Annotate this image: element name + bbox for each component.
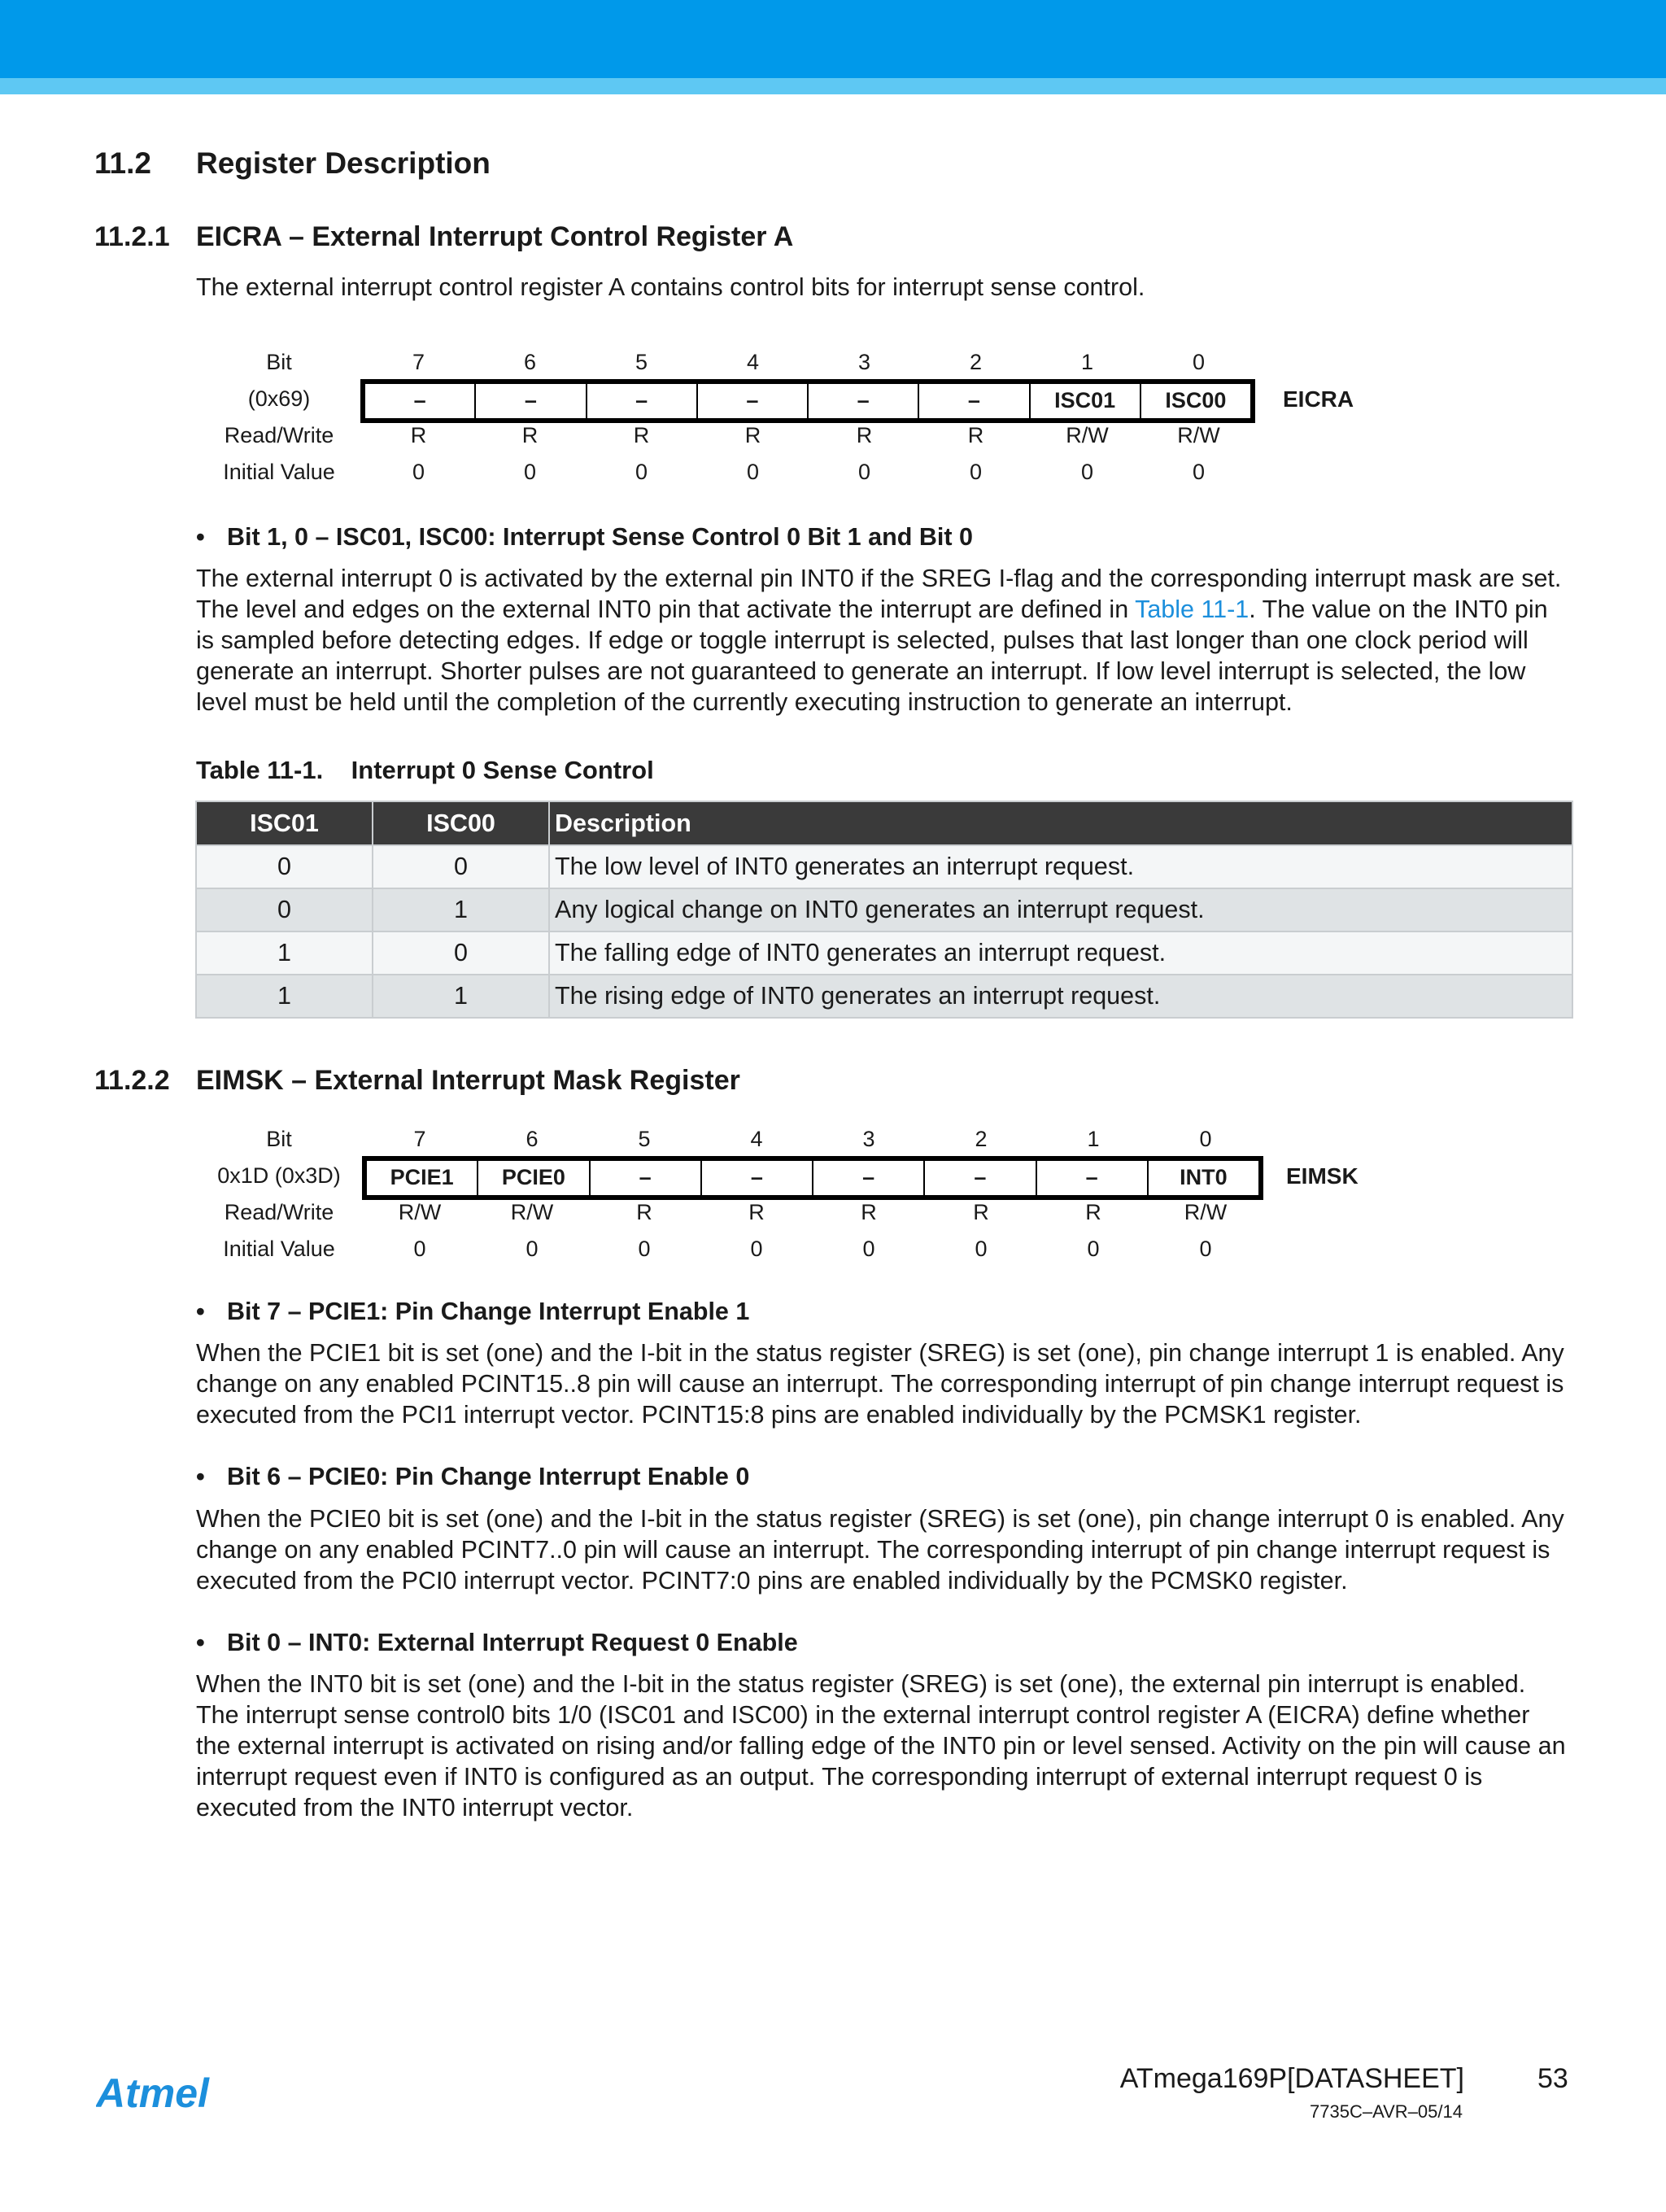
- init-value: 0: [750, 1237, 763, 1261]
- rw-value: R/W: [1177, 423, 1220, 447]
- bit-number: 5: [638, 1127, 651, 1151]
- pcie0-paragraph: [196, 1503, 1571, 1596]
- text-line: executed from the PCI0 interrupt vector. PCINT7:0 pins are enabled individually by the PCMSK0 register.: [196, 1567, 1348, 1595]
- eicra-title: EICRA – External Interrupt Control Register A: [196, 221, 794, 252]
- bit-number: 2: [969, 350, 983, 374]
- eicra-heading: [94, 221, 793, 253]
- eicra-number: 11.2.1: [94, 221, 170, 252]
- register-bit: –: [587, 384, 698, 418]
- init-value: 0: [975, 1237, 988, 1261]
- column-header: ISC00: [373, 801, 549, 845]
- bit-number: 2: [975, 1127, 988, 1151]
- rw-value: R: [633, 423, 650, 447]
- address-label: (0x69): [247, 386, 311, 411]
- init-value: 0: [1080, 460, 1094, 484]
- pcie0-bullet: • Bit 6 – PCIE0: Pin Change Interrupt Enable 0: [196, 1463, 750, 1490]
- init-label: Initial Value: [223, 460, 335, 484]
- init-value: 0: [862, 1237, 875, 1261]
- rw-value: R: [1085, 1200, 1101, 1224]
- table-cell: 1: [373, 888, 549, 931]
- int0-bullet: • Bit 0 – INT0: External Interrupt Request 0 Enable: [196, 1629, 798, 1656]
- table-header-row: [196, 801, 1572, 845]
- rw-value: R: [636, 1200, 652, 1224]
- document-code: 7735C–AVR–05/14: [1310, 2101, 1463, 2122]
- init-value: 0: [526, 1237, 539, 1261]
- text-line: change on any enabled PCINT15..8 pin will cause an interrupt. The corresponding interrupt of pin change interrupt request is: [196, 1370, 1564, 1398]
- pcie0-bullet-text: Bit 6 – PCIE0: Pin Change Interrupt Enable 0: [227, 1463, 750, 1490]
- register-name: EICRA: [1283, 386, 1354, 412]
- rw-value: R: [973, 1200, 989, 1224]
- bit-number: 4: [746, 350, 760, 374]
- text-line: the external interrupt is activated on rising and/or falling edge of the INT0 pin or level sensed. Activity on the pin will cause an: [196, 1732, 1566, 1760]
- text-line: change on any enabled PCINT7..0 pin will cause an interrupt. The corresponding interrupt of pin change interrupt request is: [196, 1536, 1550, 1564]
- bit-number: 1: [1080, 350, 1094, 374]
- column-header: Description: [549, 801, 1572, 845]
- text-line: generate an interrupt. Shorter pulses are not guaranteed to generate an interrupt. If low level interrupt is selected, the low: [196, 657, 1526, 685]
- isc-bullet-text: Bit 1, 0 – ISC01, ISC00: Interrupt Sense Control 0 Bit 1 and Bit 0: [227, 523, 973, 551]
- int0-bullet-text: Bit 0 – INT0: External Interrupt Request 0 Enable: [227, 1629, 798, 1656]
- register-bit: –: [919, 384, 1030, 418]
- init-label: Initial Value: [223, 1237, 335, 1261]
- footer-doc-title: ATmega169P[DATASHEET]: [1119, 2063, 1464, 2094]
- rw-value: R: [744, 423, 761, 447]
- column-header: ISC01: [196, 801, 373, 845]
- text-line: When the PCIE1 bit is set (one) and the I-bit in the status register (SREG) is set (one), pin change interrupt 1 is enabled. Any: [196, 1339, 1564, 1367]
- table-row: [196, 975, 1572, 1018]
- text-line: When the INT0 bit is set (one) and the I-bit in the status register (SREG) is set (one), the external pin interrupt is enabled.: [196, 1670, 1526, 1698]
- register-bit: –: [476, 384, 587, 418]
- rw-value: R: [856, 423, 873, 447]
- int0-paragraph: [196, 1669, 1571, 1823]
- section-title: Register Description: [196, 146, 491, 180]
- bit-number: 7: [412, 350, 425, 374]
- bit-number: 5: [635, 350, 648, 374]
- text-line: interrupt request even if INT0 is configured as an output. The corresponding interrupt of external interrupt request 0 is: [196, 1763, 1483, 1791]
- text-line: executed from the PCI1 interrupt vector. PCINT15:8 pins are enabled individually by the PCMSK1 register.: [196, 1401, 1362, 1429]
- rw-value: R: [967, 423, 984, 447]
- table-cell: 0: [373, 845, 549, 888]
- register-bit: –: [813, 1161, 925, 1195]
- text-line: executed from the INT0 interrupt vector.: [196, 1794, 634, 1822]
- eicra-bit-row: [360, 379, 1255, 423]
- register-bit: ISC00: [1165, 388, 1227, 412]
- init-value: 0: [523, 460, 537, 484]
- init-value: 0: [746, 460, 760, 484]
- bit-number: 3: [857, 350, 871, 374]
- register-bit: INT0: [1180, 1165, 1228, 1189]
- eimsk-number: 11.2.2: [94, 1065, 170, 1096]
- text-line: When the PCIE0 bit is set (one) and the I-bit in the status register (SREG) is set (one), pin change interrupt 0 is enabled. Any: [196, 1505, 1564, 1533]
- header-stripe: [0, 78, 1666, 94]
- atmel-logo-icon: [96, 2073, 242, 2115]
- table-row: [196, 931, 1572, 975]
- register-bit: –: [365, 384, 476, 418]
- header-bar: [0, 0, 1666, 78]
- init-value: 0: [638, 1237, 651, 1261]
- pcie1-bullet: • Bit 7 – PCIE1: Pin Change Interrupt Enable 1: [196, 1298, 750, 1325]
- init-value: 0: [1199, 1237, 1212, 1261]
- register-bit: –: [1037, 1161, 1149, 1195]
- init-value: 0: [412, 460, 425, 484]
- isc-bullet: • Bit 1, 0 – ISC01, ISC00: Interrupt Sense Control 0 Bit 1 and Bit 0: [196, 523, 973, 551]
- table-cell: 0: [196, 845, 373, 888]
- eicra-intro: The external interrupt control register A contains control bits for interrupt sense control.: [196, 273, 1145, 301]
- init-value: 0: [1192, 460, 1206, 484]
- table-cell: The low level of INT0 generates an interrupt request.: [549, 845, 1572, 888]
- bit-number: 6: [526, 1127, 539, 1151]
- pcie1-paragraph: [196, 1337, 1571, 1430]
- table-row: [196, 888, 1572, 931]
- rw-value: R/W: [398, 1200, 442, 1224]
- isc-paragraph: [196, 563, 1571, 718]
- register-bit: ISC01: [1031, 384, 1141, 418]
- table-cell: Any logical change on INT0 generates an interrupt request.: [549, 888, 1572, 931]
- page-number: 53: [1537, 2063, 1568, 2094]
- rw-label: Read/Write: [224, 423, 334, 447]
- bit-label: Bit: [266, 1127, 292, 1151]
- address-label: 0x1D (0x3D): [217, 1163, 341, 1188]
- init-value: 0: [635, 460, 648, 484]
- text-line: is sampled before detecting edges. If edge or toggle interrupt is selected, pulses that last longer than one clock period will: [196, 626, 1529, 654]
- rw-value: R/W: [510, 1200, 554, 1224]
- rw-value: R/W: [1184, 1200, 1228, 1224]
- text-span: The level and edges on the external INT0 pin that activate the interrupt are defined in: [196, 596, 1136, 623]
- bit-number: 3: [862, 1127, 875, 1151]
- rw-value: R: [410, 423, 427, 447]
- logo-text: Atmel: [96, 2073, 209, 2115]
- section-number: 11.2: [94, 146, 151, 180]
- text-line: [196, 594, 1571, 625]
- text-line: level must be held until the completion of the currently executing instruction to generate an interrupt.: [196, 688, 1293, 716]
- register-bit: PCIE0: [478, 1161, 590, 1195]
- bit-number: 0: [1199, 1127, 1212, 1151]
- init-value: 0: [969, 460, 983, 484]
- text-line: The interrupt sense control0 bits 1/0 (ISC01 and ISC00) in the external interrupt control register A (EICRA) define whether: [196, 1701, 1530, 1729]
- register-bit: PCIE1: [367, 1161, 478, 1195]
- table-11-1-link[interactable]: Table 11-1: [1135, 596, 1250, 623]
- text-span: . The value on the INT0 pin: [1249, 596, 1548, 623]
- table-cell: 1: [196, 931, 373, 975]
- rw-value: R: [521, 423, 539, 447]
- eimsk-title: EIMSK – External Interrupt Mask Register: [196, 1065, 740, 1096]
- pcie1-bullet-text: Bit 7 – PCIE1: Pin Change Interrupt Enable 1: [227, 1298, 750, 1325]
- eimsk-heading: [94, 1065, 740, 1097]
- table-row: [196, 845, 1572, 888]
- table-caption: Table 11-1. Interrupt 0 Sense Control: [196, 756, 654, 784]
- table-cell: 0: [196, 888, 373, 931]
- bit-number: 6: [523, 350, 537, 374]
- init-value: 0: [857, 460, 871, 484]
- init-value: 0: [413, 1237, 426, 1261]
- register-bit: –: [702, 1161, 813, 1195]
- register-bit: –: [698, 384, 809, 418]
- register-name: EIMSK: [1286, 1163, 1359, 1189]
- register-bit: –: [925, 1161, 1036, 1195]
- eimsk-bit-row: [362, 1156, 1263, 1200]
- rw-label: Read/Write: [224, 1200, 334, 1224]
- bit-number: 7: [413, 1127, 426, 1151]
- init-value: 0: [1087, 1237, 1100, 1261]
- rw-value: R/W: [1066, 423, 1109, 447]
- register-bit: –: [591, 1161, 702, 1195]
- rw-value: R: [748, 1200, 765, 1224]
- rw-value: R: [861, 1200, 877, 1224]
- bit-number: 1: [1087, 1127, 1100, 1151]
- section-heading: [94, 146, 491, 181]
- register-bit: –: [809, 384, 919, 418]
- table-cell: 1: [196, 975, 373, 1018]
- bit-number: 4: [750, 1127, 763, 1151]
- sense-control-table: [195, 801, 1573, 1019]
- table-cell: 1: [373, 975, 549, 1018]
- bit-number: 0: [1192, 350, 1206, 374]
- table-cell: The rising edge of INT0 generates an interrupt request.: [549, 975, 1572, 1018]
- bit-label: Bit: [266, 350, 292, 374]
- text-line: The external interrupt 0 is activated by the external pin INT0 if the SREG I-flag and the corresponding interrupt mask are set.: [196, 565, 1562, 592]
- table-cell: The falling edge of INT0 generates an interrupt request.: [549, 931, 1572, 975]
- atmel-logo: [96, 2073, 242, 2119]
- table-cell: 0: [373, 931, 549, 975]
